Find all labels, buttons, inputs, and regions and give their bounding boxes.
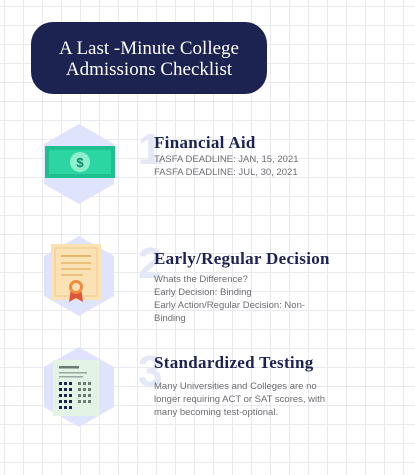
section-body xyxy=(154,380,344,419)
certificate-icon xyxy=(51,244,101,311)
body-line: Many Universities and Colleges are no xyxy=(154,381,317,392)
svg-text:$: $ xyxy=(76,155,84,170)
step-number: 2 xyxy=(138,239,163,288)
body-line: Early Action/Regular Decision: Non- xyxy=(154,300,306,311)
section-body xyxy=(154,273,344,325)
body-line: Whats the Difference? xyxy=(154,274,248,285)
step-number: 1 xyxy=(138,125,163,174)
body-line: FASFA DEADLINE: JUL, 30, 2021 xyxy=(154,167,298,178)
body-line: longer requiring ACT or SAT scores, with xyxy=(154,394,326,405)
step-number: 3 xyxy=(138,347,163,396)
body-line: Early Decision: Binding xyxy=(154,287,252,298)
answer-sheet-icon xyxy=(53,360,99,421)
section-title: Financial Aid xyxy=(154,133,256,152)
body-line: Binding xyxy=(154,313,186,324)
body-line: TASFA DEADLINE: JAN, 15, 2021 xyxy=(154,154,299,165)
section-title: Standardized Testing xyxy=(154,353,314,372)
title-banner xyxy=(31,22,267,94)
money-bill-icon xyxy=(45,146,115,183)
body-line: many becoming test-optional. xyxy=(154,407,279,418)
section-body xyxy=(154,153,344,179)
section-title: Early/Regular Decision xyxy=(154,249,330,268)
title-line-1: A Last -Minute College xyxy=(59,38,239,59)
title-line-2: Admissions Checklist xyxy=(65,59,233,80)
